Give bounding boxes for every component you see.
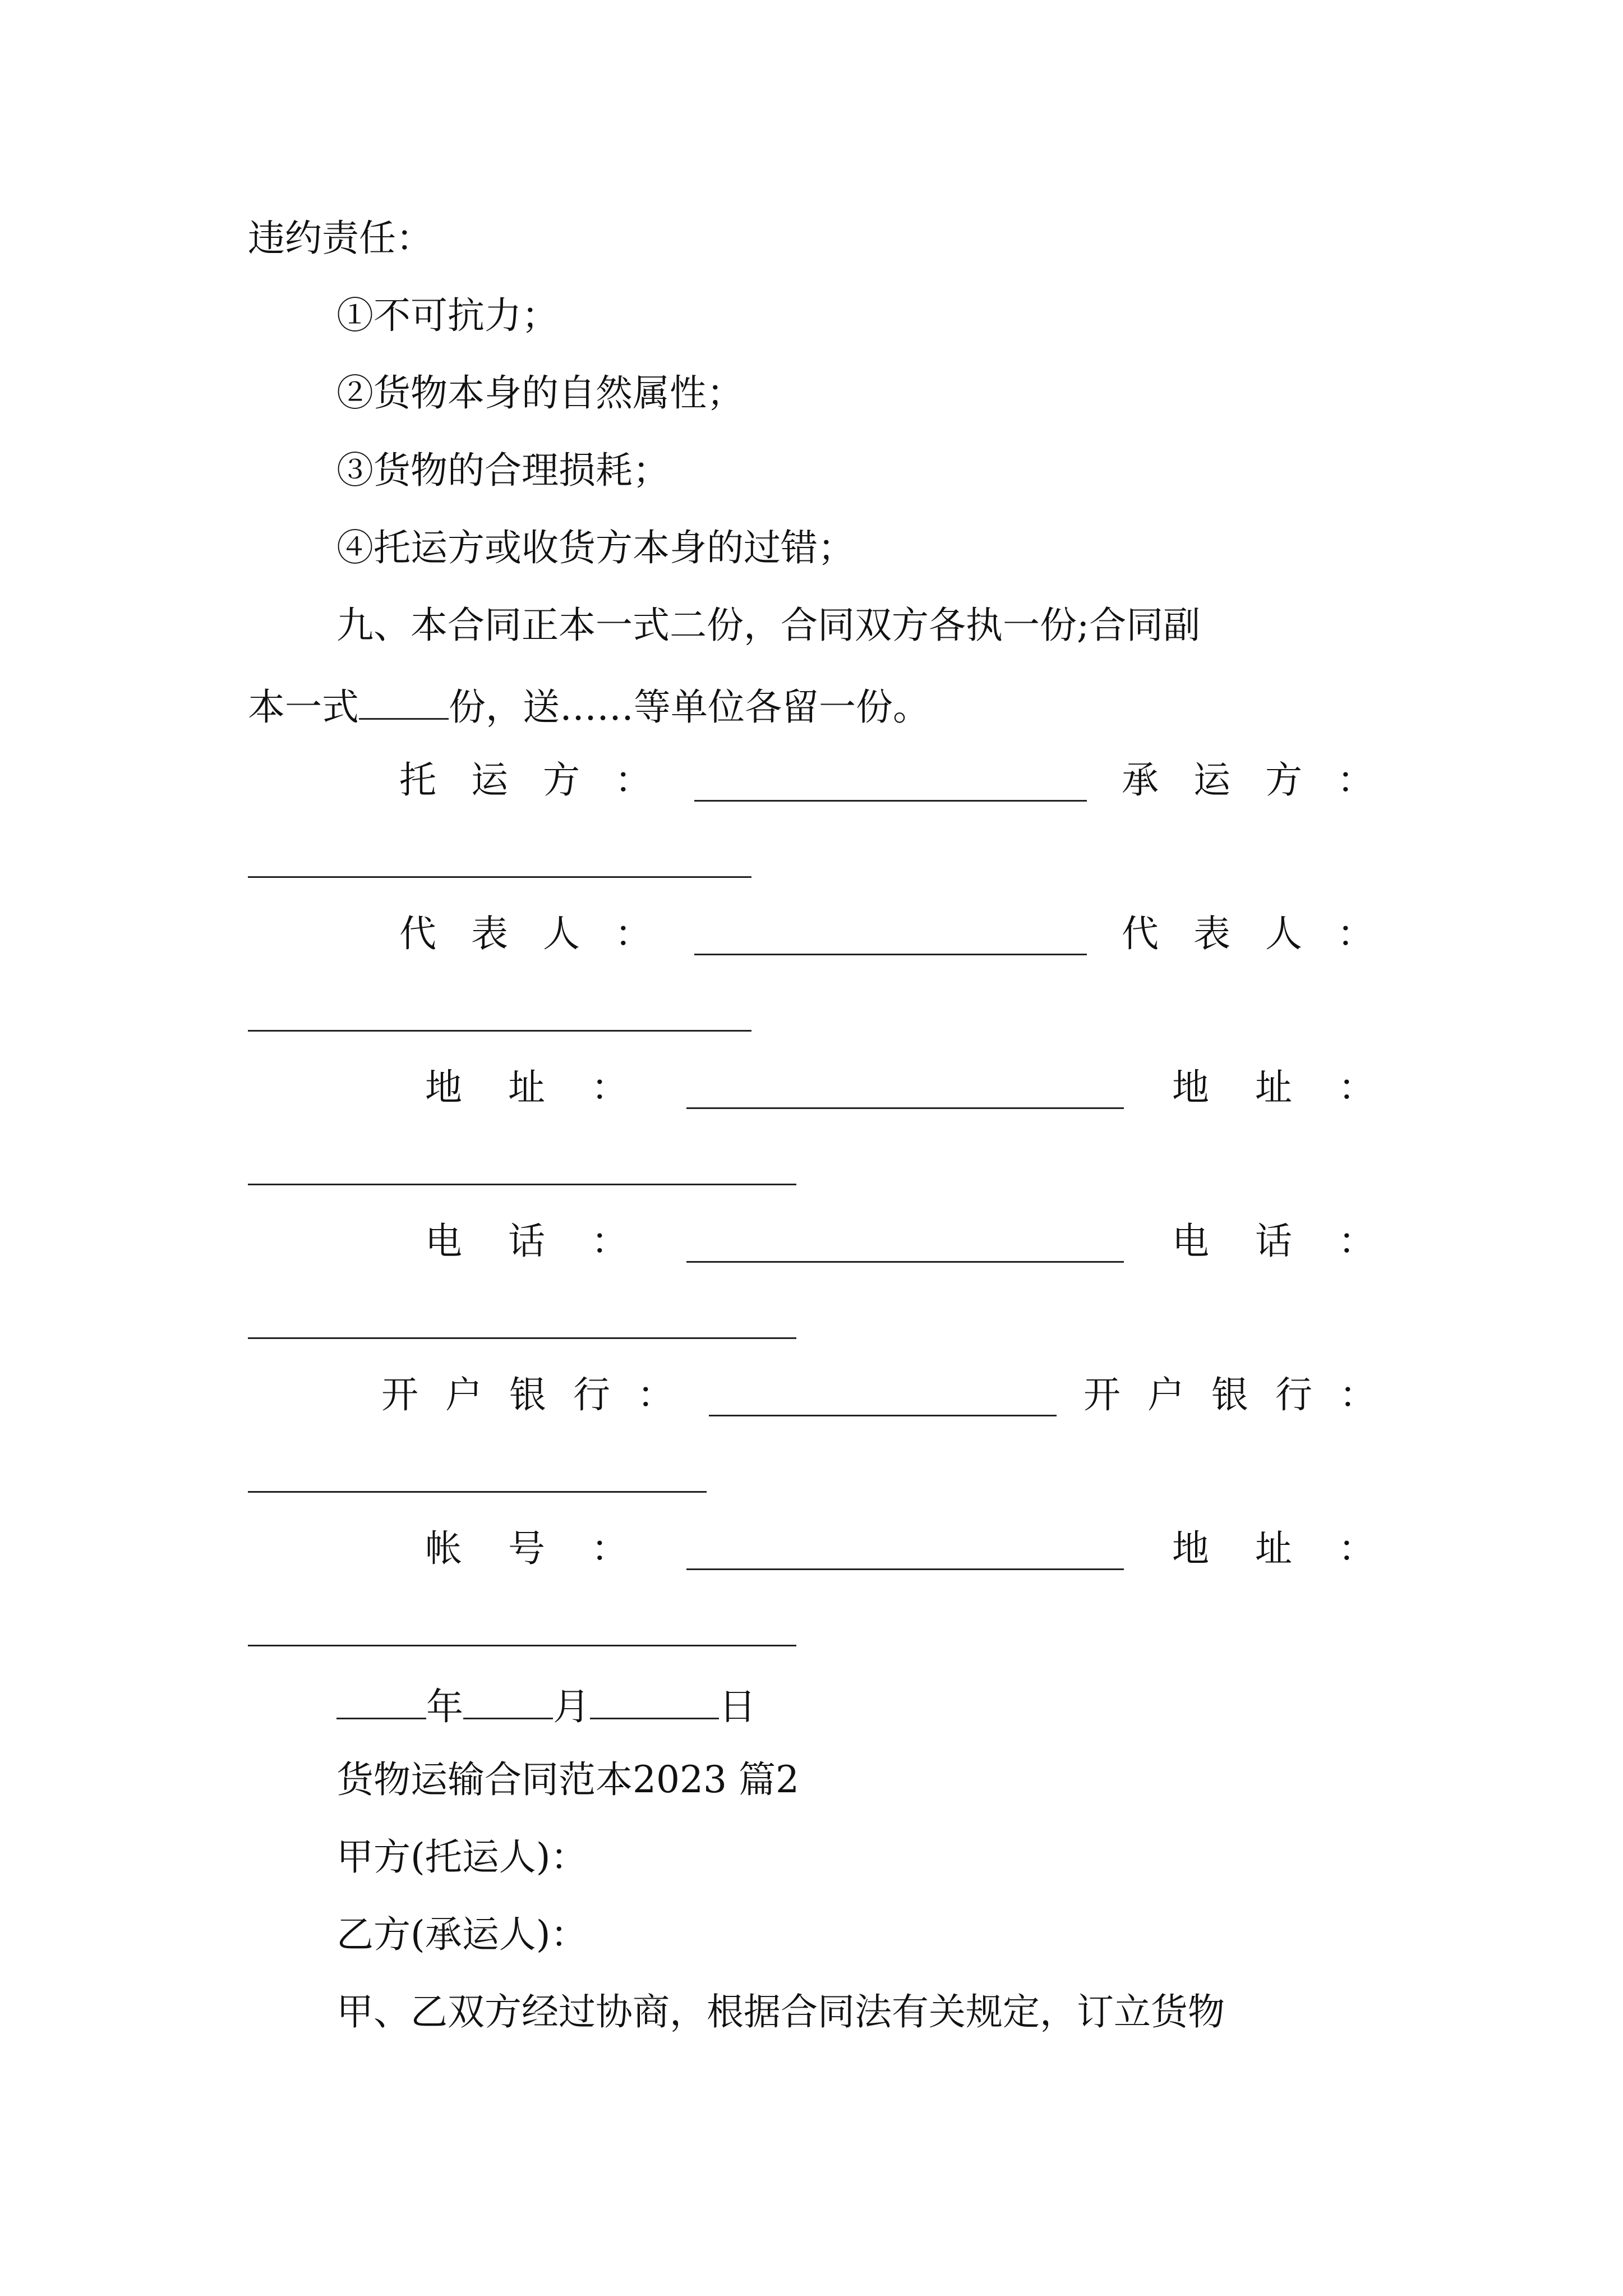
shipper-rep-label: 代表人： — [399, 912, 686, 955]
carrier-rep-label: 代表人： — [1122, 912, 1409, 955]
shipper-bank-blank — [709, 1415, 1057, 1416]
shipper-bank-label: 开户银行： — [381, 1373, 701, 1416]
list-item: ②货物本身的自然属性； — [336, 371, 744, 415]
list-item: ③货物的合理损耗； — [336, 449, 670, 492]
carrier-account-address-blank — [248, 1645, 796, 1646]
party-a: 甲方(托运人)： — [336, 1835, 588, 1879]
clause-nine-prefix: 本一式 — [248, 685, 359, 729]
list-item: ④托运方或收货方本身的过错； — [336, 526, 855, 569]
shipper-address-label: 地址： — [425, 1066, 674, 1109]
shipper-phone-label: 电话： — [425, 1220, 674, 1263]
carrier-address-blank — [248, 1184, 796, 1185]
contract-intro: 甲、乙双方经过协商，根据合同法有关规定，订立货物 — [336, 1990, 1225, 2033]
carrier-label: 承运方： — [1122, 758, 1409, 802]
shipper-account-label: 帐号： — [425, 1527, 674, 1570]
carrier-blank — [248, 876, 751, 878]
list-item: ①不可抗力； — [336, 294, 559, 337]
clause-nine-line1: 九、本合同正本一式二份，合同双方各执一份;合同副 — [336, 604, 1201, 647]
section-heading: 违约责任： — [248, 217, 433, 260]
shipper-blank — [694, 800, 1087, 802]
shipper-rep-blank — [694, 954, 1087, 955]
clause-nine-suffix: 份，送……等单位各留一份。 — [449, 685, 930, 729]
carrier-bank-label: 开户银行： — [1083, 1373, 1403, 1416]
carrier-rep-blank — [248, 1030, 751, 1032]
copies-blank — [359, 684, 449, 720]
contract-2-title: 货物运输合同范本2023 篇2 — [336, 1758, 799, 1801]
month-blank — [463, 1684, 553, 1719]
date-line — [336, 1684, 756, 1726]
carrier-phone-label: 电话： — [1172, 1220, 1421, 1263]
carrier-phone-blank — [248, 1337, 796, 1339]
shipper-phone-blank — [686, 1261, 1124, 1263]
clause-nine-line2 — [248, 684, 930, 729]
shipper-label: 托运方： — [399, 758, 686, 802]
month-label: 月 — [553, 1685, 590, 1728]
year-blank — [336, 1684, 426, 1719]
day-label: 日 — [719, 1685, 756, 1728]
carrier-account-address-label: 地址： — [1172, 1527, 1421, 1570]
year-label: 年 — [426, 1685, 463, 1728]
carrier-address-label: 地址： — [1172, 1066, 1421, 1109]
carrier-bank-blank — [248, 1491, 707, 1493]
shipper-address-blank — [686, 1107, 1124, 1109]
shipper-account-blank — [686, 1568, 1124, 1570]
day-blank — [590, 1684, 719, 1719]
party-b: 乙方(承运人)： — [336, 1913, 588, 1956]
